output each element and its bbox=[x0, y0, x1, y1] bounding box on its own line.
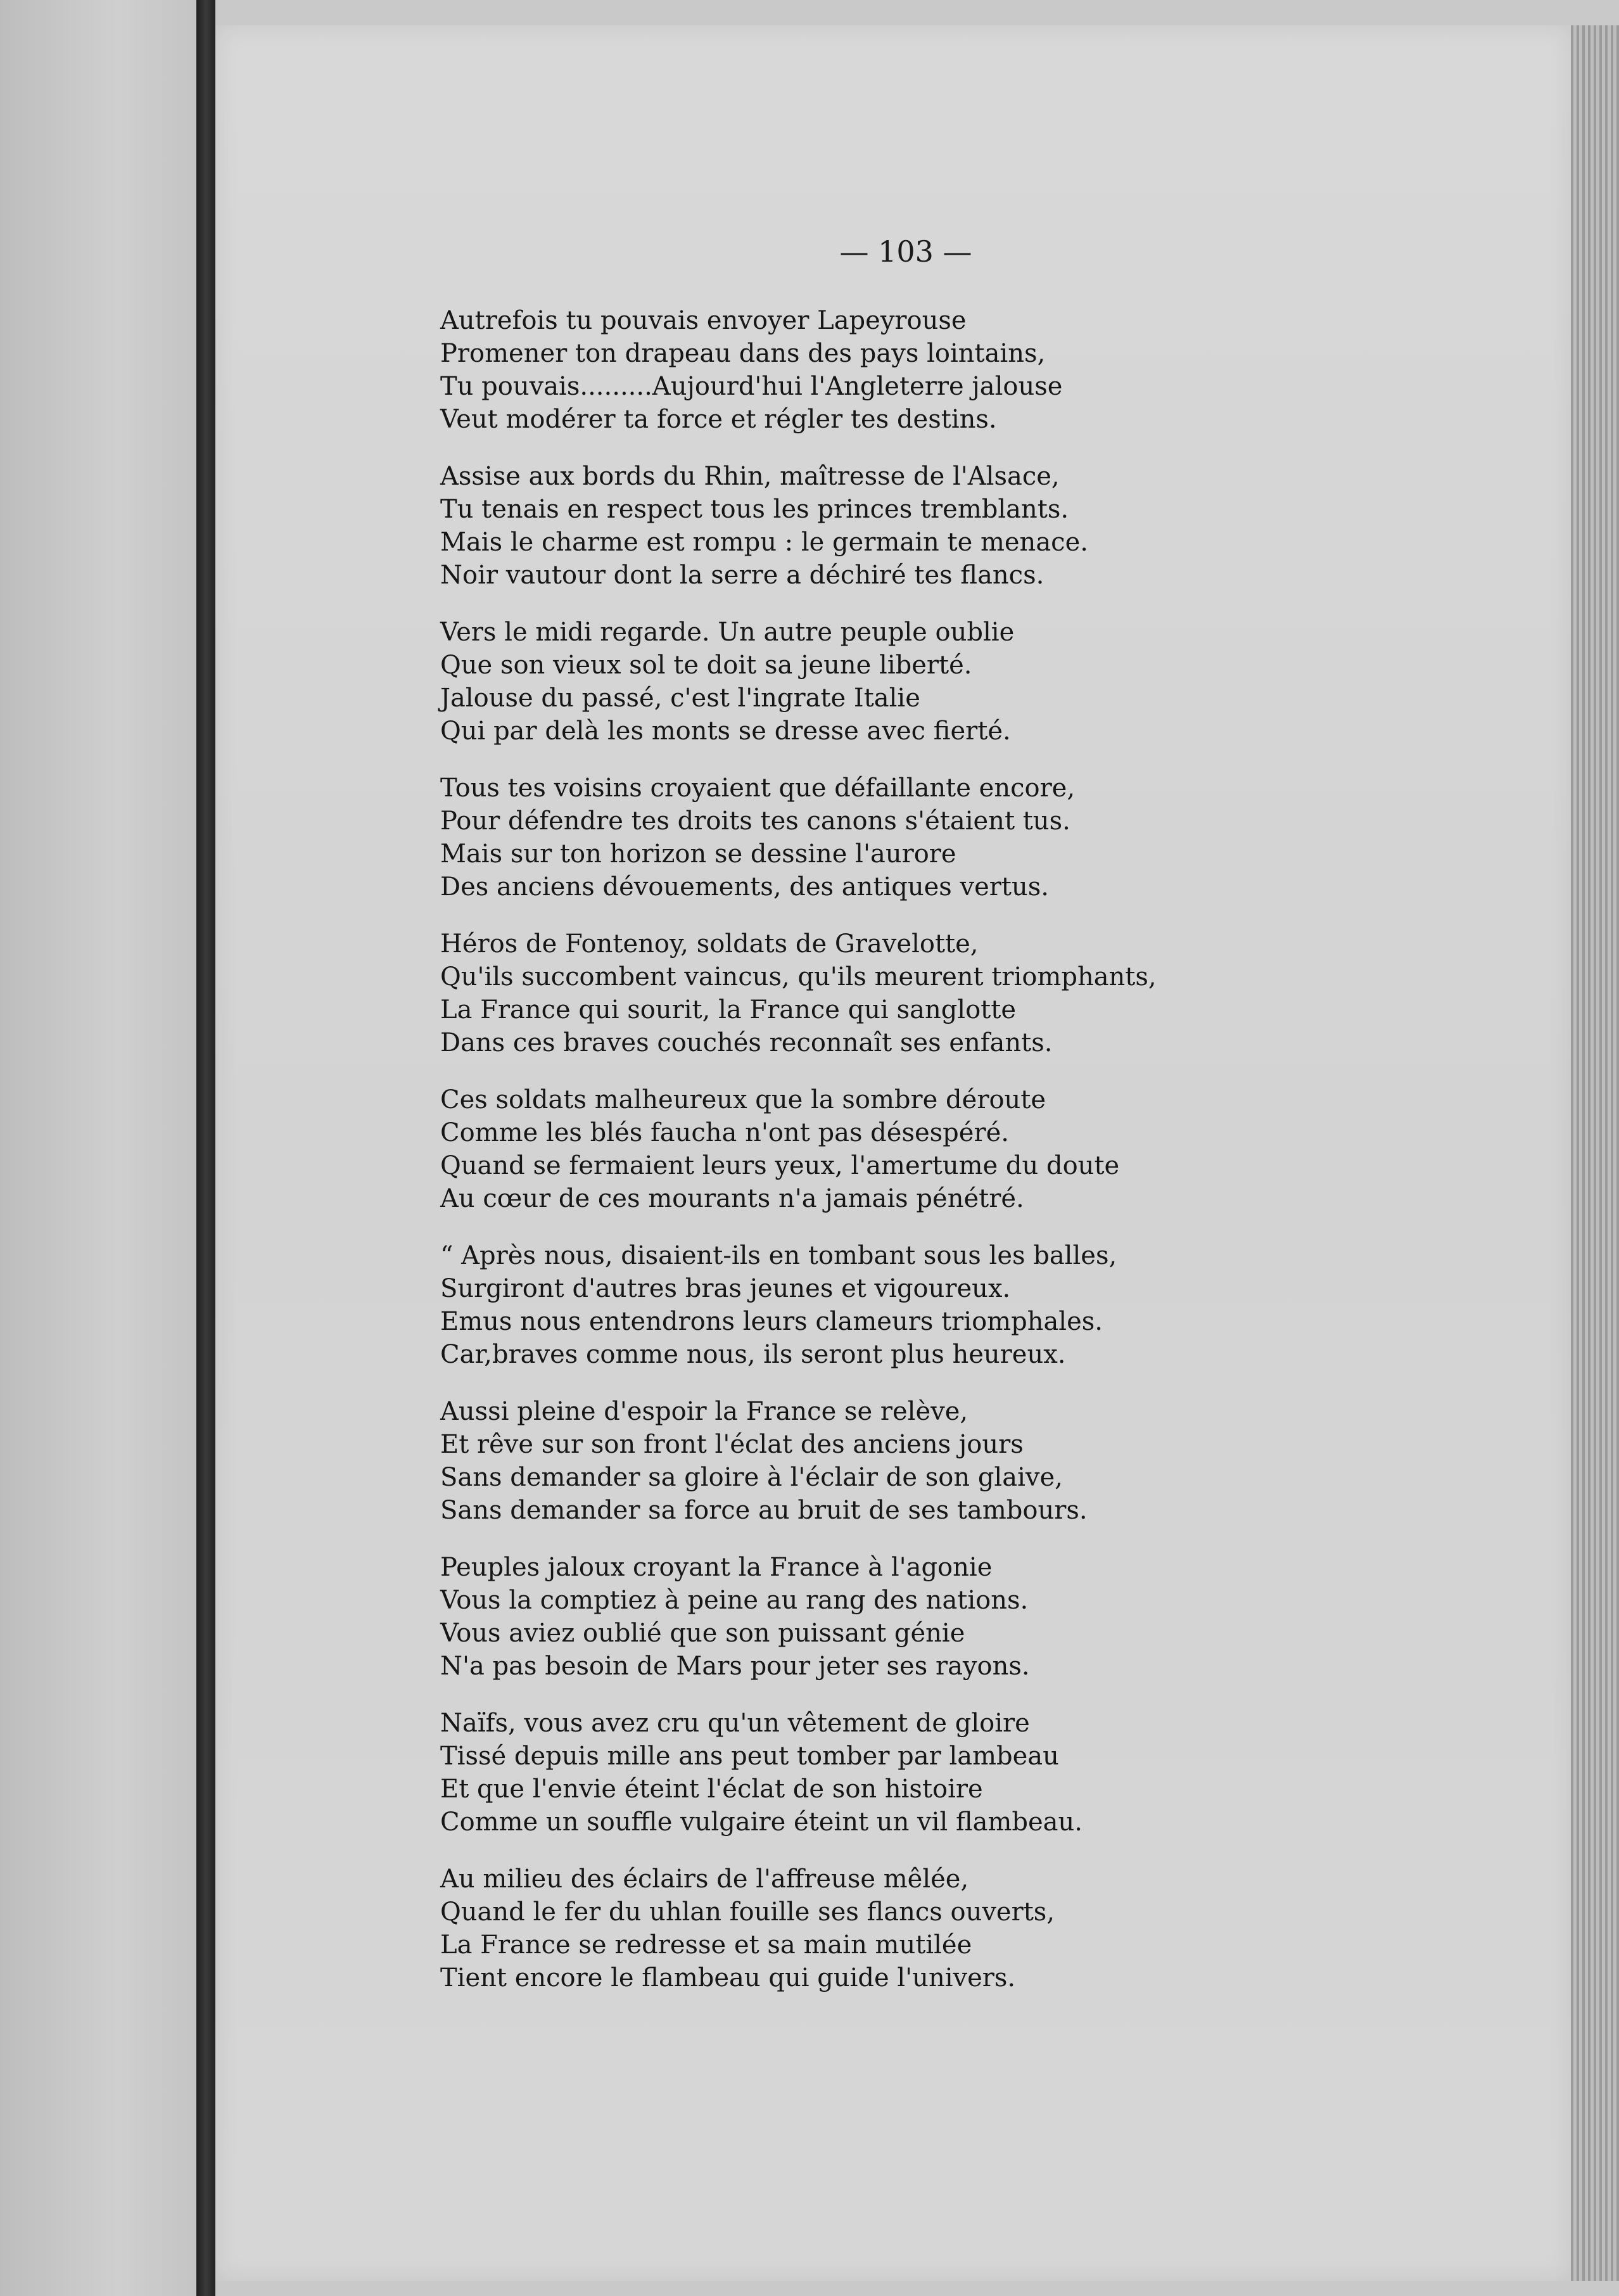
stanza-2 bbox=[440, 460, 1454, 592]
poem-line: Que son vieux sol te doit sa jeune liberté. bbox=[440, 651, 972, 680]
poem-line: Comme les blés faucha n'ont pas désespéré. bbox=[440, 1118, 1009, 1147]
poem-line: La France se redresse et sa main mutilée bbox=[440, 1930, 972, 1960]
stanza-8 bbox=[440, 1395, 1454, 1527]
stanza-10 bbox=[440, 1707, 1454, 1839]
poem-line: Pour défendre tes droits tes canons s'étaient tus. bbox=[440, 807, 1070, 836]
poem-line: Au cœur de ces mourants n'a jamais pénétré. bbox=[440, 1184, 1024, 1213]
poem-line: Héros de Fontenoy, soldats de Gravelotte, bbox=[440, 929, 979, 959]
poem-line: Emus nous entendrons leurs clameurs triomphales. bbox=[440, 1307, 1103, 1336]
poem-line: Quand se fermaient leurs yeux, l'amertume du doute bbox=[440, 1151, 1120, 1180]
stanza-4 bbox=[440, 772, 1454, 903]
poem-line: Tissé depuis mille ans peut tomber par lambeau bbox=[440, 1742, 1059, 1771]
poem-line: Sans demander sa force au bruit de ses tambours. bbox=[440, 1496, 1088, 1525]
poem-line: Des anciens dévouements, des antiques vertus. bbox=[440, 872, 1049, 902]
poem-line: Qui par delà les monts se dresse avec fierté. bbox=[440, 717, 1011, 746]
stanza-9 bbox=[440, 1551, 1454, 1683]
poem bbox=[440, 304, 1454, 2019]
poem-line: Mais le charme est rompu : le germain te menace. bbox=[440, 528, 1088, 557]
poem-line: Aussi pleine d'espoir la France se relève, bbox=[440, 1397, 968, 1426]
stanza-6 bbox=[440, 1083, 1454, 1215]
poem-line: Vous aviez oublié que son puissant génie bbox=[440, 1619, 965, 1648]
book-gutter bbox=[196, 0, 215, 2296]
poem-line: Tous tes voisins croyaient que défaillante encore, bbox=[440, 774, 1076, 803]
poem-line: Noir vautour dont la serre a déchiré tes flancs. bbox=[440, 561, 1044, 590]
poem-line: Dans ces braves couchés reconnaît ses enfants. bbox=[440, 1028, 1053, 1057]
poem-line: Tu pouvais.........Aujourd'hui l'Angleterre jalouse bbox=[440, 372, 1063, 401]
poem-line: Vous la comptiez à peine au rang des nations. bbox=[440, 1586, 1029, 1615]
poem-line: Naïfs, vous avez cru qu'un vêtement de gloire bbox=[440, 1709, 1030, 1738]
poem-line: Tu tenais en respect tous les princes tremblants. bbox=[440, 495, 1069, 524]
poem-line: Comme un souffle vulgaire éteint un vil flambeau. bbox=[440, 1808, 1083, 1837]
stanza-11 bbox=[440, 1863, 1454, 1994]
poem-line: Vers le midi regarde. Un autre peuple oublie bbox=[440, 618, 1015, 647]
poem-line: Jalouse du passé, c'est l'ingrate Italie bbox=[440, 684, 920, 713]
poem-line: Sans demander sa gloire à l'éclair de son glaive, bbox=[440, 1463, 1063, 1492]
left-page-margin bbox=[0, 0, 196, 2296]
page-number: — 103 — bbox=[839, 234, 972, 269]
poem-line: Assise aux bords du Rhin, maîtresse de l'Alsace, bbox=[440, 462, 1060, 491]
stanza-5 bbox=[440, 928, 1454, 1059]
poem-line: “ Après nous, disaient-ils en tombant sous les balles, bbox=[440, 1241, 1117, 1270]
stanza-7 bbox=[440, 1239, 1454, 1371]
poem-line: La France qui sourit, la France qui sanglotte bbox=[440, 995, 1017, 1024]
book-page bbox=[215, 25, 1571, 2281]
poem-line: Car,braves comme nous, ils seront plus heureux. bbox=[440, 1340, 1066, 1369]
poem-line: Qu'ils succombent vaincus, qu'ils meurent triomphants, bbox=[440, 962, 1157, 992]
poem-line: Peuples jaloux croyant la France à l'agonie bbox=[440, 1553, 993, 1582]
stanza-3 bbox=[440, 616, 1454, 748]
poem-line: Ces soldats malheureux que la sombre déroute bbox=[440, 1085, 1046, 1114]
poem-line: Surgiront d'autres bras jeunes et vigoureux. bbox=[440, 1274, 1011, 1303]
poem-line: N'a pas besoin de Mars pour jeter ses rayons. bbox=[440, 1652, 1030, 1681]
poem-line: Et que l'envie éteint l'éclat de son histoire bbox=[440, 1775, 983, 1804]
poem-line: Et rêve sur son front l'éclat des anciens jours bbox=[440, 1430, 1024, 1459]
poem-line: Autrefois tu pouvais envoyer Lapeyrouse bbox=[440, 306, 967, 335]
poem-line: Au milieu des éclairs de l'affreuse mêlée, bbox=[440, 1865, 969, 1894]
poem-line: Quand le fer du uhlan fouille ses flancs ouverts, bbox=[440, 1897, 1055, 1927]
poem-line: Promener ton drapeau dans des pays lointains, bbox=[440, 339, 1046, 368]
poem-line: Mais sur ton horizon se dessine l'aurore bbox=[440, 839, 956, 869]
poem-line: Tient encore le flambeau qui guide l'univers. bbox=[440, 1963, 1016, 1993]
page-edge-stack bbox=[1571, 25, 1619, 2281]
poem-line: Veut modérer ta force et régler tes destins. bbox=[440, 405, 997, 434]
stanza-1 bbox=[440, 304, 1454, 436]
